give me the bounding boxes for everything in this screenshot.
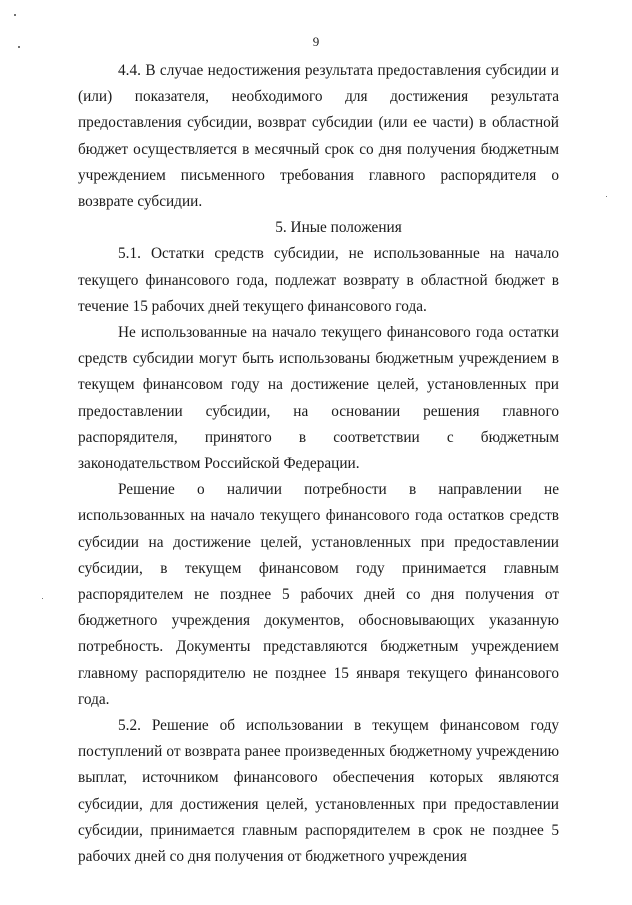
page-number: 9 [312,34,320,49]
paragraph-5-1: 5.1. Остатки средств субсидии, не использованные на начало текущего финансового года, подлежат возврату в областной бюджет в течение 15 рабочих дней текущего финансового года. [78,245,559,315]
paragraph-5-2: 5.2. Решение об использовании в текущем финансовом году поступлений от возврата ранее произведенных бюджетному учреждению выплат, источником финансового обеспечения которых являются субсидии, для достижения целей, установленных при предоставлении субсидии, принимается главным распорядителем в срок не позднее 5 рабочих дней со дня получения от бюджетного учреждения [78,717,559,866]
document-body [78,58,559,870]
paragraph-4-4: 4.4. В случае недостижения результата предоставления субсидии и (или) показателя, необходимого для достижения результата предоставления субсидии, возврат субсидии (или ее части) в областной бюджет осуществляется в месячный срок со дня получения бюджетным учреждением письменного требования главного распорядителя о возврате субсидии. [78,62,559,211]
scan-speck [14,14,16,16]
section-title-5: 5. Иные положения [275,219,402,237]
paragraph-decision-need: Решение о наличии потребности в направлении не использованных на начало текущего финансового года остатков средств субсидии на достижение целей, установленных при предоставлении субсидии, в текущем финансовом году принимается главным распорядителем не позднее 5 рабочих дней со дня получения от бюджетного учреждения документов, обосновывающих указанную потребность. Документы представляются бюджетным учреждением главному распорядителю не позднее 15 января текущего финансового года. [78,481,559,708]
paragraph-unused-balances: Не использованные на начало текущего финансового года остатки средств субсидии могут быть использованы бюджетным учреждением в текущем финансовом году на достижение целей, установленных при предоставлении субсидии, на основании решения главного распорядителя, принятого в соответствии с бюджетным законодательством Российской Федерации. [78,324,559,473]
scan-speck [42,598,43,599]
scan-speck [606,196,607,197]
